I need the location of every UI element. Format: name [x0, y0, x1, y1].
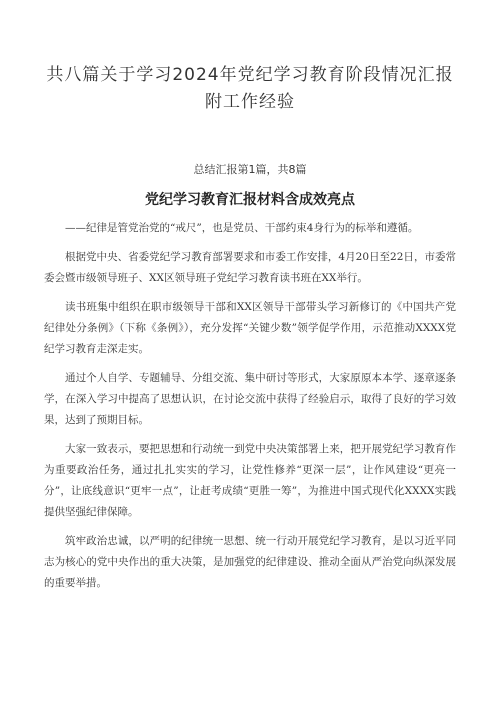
paragraph-3: 读书班集中组织在职市级领导干部和XX区领导干部带头学习新修订的《中国共产党纪律处分条例》（下称《条例》），充分发挥“关键少数”领学促学作用，示范推动XXXX党纪学习教育走深走实。 [44, 301, 456, 355]
paragraph-5: 大家一致表示，要把思想和行动统一到党中央决策部署上来，把开展党纪学习教育作为重要政治任务，通过扎扎实实的学习，让党性修养“更深一层”，让作风建设“更亮一分”，让底线意识“更牢一点”，让赶考成绩“更胜一筹”，为推进中国式现代化XXXX实践提供坚强纪律保障。 [44, 443, 456, 518]
paragraph-2: 根据党中央、省委党纪学习教育部署要求和市委工作安排，4月20日至22日，市委常委会暨市级领导班子、XX区领导班子党纪学习教育读书班在XX举行。 [44, 251, 456, 284]
paragraph-4: 通过个人自学、专题辅导、分组交流、集中研讨等形式，大家原原本本学、逐章逐条学，在深入学习中提高了思想认识，在讨论交流中获得了经验启示，取得了良好的学习效果，达到了预期目标。 [44, 372, 456, 426]
paragraph-6: 筑牢政治忠诚，以严明的纪律统一思想、统一行动开展党纪学习教育，是以习近平同志为核心的党中央作出的重大决策，是加强党的纪律建设、推动全面从严治党向纵深发展的重要举措。 [44, 535, 456, 589]
section-heading: 党纪学习教育汇报材料含成效亮点 [145, 192, 355, 208]
document-title-line-2: 附工作经验 [205, 92, 295, 112]
document-title-line-1: 共八篇关于学习2024年党纪学习教育阶段情况汇报 [46, 65, 454, 85]
paragraph-1: ——纪律是管党治党的“戒尺”，也是党员、干部约束4身行为的标举和遵循。 [65, 222, 419, 234]
document-title [44, 62, 456, 116]
section-note: 总结汇报第1篇，共8篇 [193, 163, 307, 176]
